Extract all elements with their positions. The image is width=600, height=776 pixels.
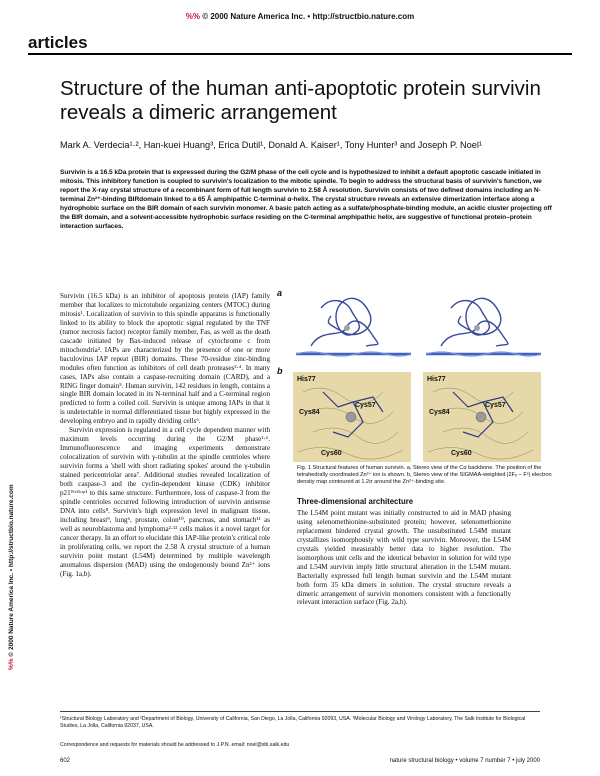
label-cys84-left: Cys84 <box>299 409 320 416</box>
page-footer <box>60 758 540 764</box>
right-column <box>297 498 511 607</box>
figure-caption: Fig. 1 Structural features of human survivin. a, Stereo view of the Cα backbone. The position of the tetrahedrally coordinated Zn²⁺ ion is shown. b, Stereo view of the SIGMAA-weighted |2Fₒ – Fᶜ| electron density map contoured at 1.2σ around the Zn²⁺-binding site. <box>297 465 552 486</box>
figure-label-b: b <box>277 366 283 376</box>
label-cys57-right: Cys57 <box>485 402 506 409</box>
left-column <box>60 292 270 579</box>
side-logo-icon: %% <box>8 658 15 670</box>
running-header <box>0 12 600 21</box>
body-paragraph: The L54M point mutant was initially constructed to aid in MAD phasing using selenomethionine-substituted protein; however, selenomethionine replacement hindered crystal growth. The unsubstituted L54M mutant crystallizes isomorphously with wild type survivin. Moreover, the L54M crystals yielded measurably better data to higher resolution. The isomorphous unit cells and the identical behavior in solution for wild type and L54M survivin imply little structural alteration in the L54M mutant. Bacterially expressed full length human survivin and the L54M mutant both form 35 kDa dimers in solution. The crystal structure reveals a dimeric arrangement of survivin monomers consistent with a functionally relevant interaction surface (Fig. 2a,b). <box>297 508 511 607</box>
label-his77-right: His77 <box>427 376 446 383</box>
backbone-trace-right <box>441 298 508 346</box>
section-heading: Three-dimensional architecture <box>297 497 414 506</box>
body-paragraph: Survivin expression is regulated in a cell cycle dependent manner with maximum levels occurring during the G2/M phase¹·⁶. Immunofluorescence and imaging experiments demonstrate colocalization of survivin with γ-tubulin at the spindle centrioles where survivin forms a 'shell with short radiating spokes' around the γ-tubulin stained pericentriolar area⁷. Additional studies revealed localization of both caspase-3 and the cyclin-dependent kinase (CDK) inhibitor p21ᵂᵃᶠ¹ᶜᶦᵖ¹ to this same structure. Furthermore, loss of caspase-3 from the spindle centrioles occurred following introduction of survivin antisense DNA into cells⁸. Survivin's high expression level in malignant tissue, including breast⁹, lung⁶, prostate, colon¹⁰, pancreas, and stomach¹¹ as well as neuroblastoma and lymphoma²·¹² cells makes it a novel target for cancer therapy. In an effort to elucidate this IAP-like protein's critical role in proliferating cells, we report the 2.58 Å crystal structure of a human survivin point mutant (L54M) determined by multiple wavelength anomalous dispersion (MAD) using the endogenously bound Zn²⁺ ions (Fig. 1a,b). <box>60 426 270 578</box>
figure-label-a: a <box>277 288 283 298</box>
page-number: 602 <box>60 758 71 764</box>
side-margin-text <box>8 290 18 670</box>
section-divider <box>28 53 572 55</box>
label-cys60-right: Cys60 <box>451 450 472 457</box>
journal-citation: nature structural biology • volume 7 number 7 • july 2000 <box>389 758 540 764</box>
zinc-ion-right <box>474 325 480 331</box>
zinc-ion-map-right <box>476 412 486 422</box>
label-cys60-left: Cys60 <box>321 450 342 457</box>
label-his77-left: His77 <box>297 376 316 383</box>
density-map-right <box>423 372 541 462</box>
zinc-ion-left <box>344 325 350 331</box>
density-map-left <box>293 372 411 462</box>
footnote-divider <box>60 711 540 712</box>
journal-logo-icon: %% <box>185 12 200 21</box>
density-map-right-svg <box>423 372 541 462</box>
section-label: articles <box>28 33 88 52</box>
zinc-ion-map-left <box>346 412 356 422</box>
density-map-left-svg <box>293 372 411 462</box>
header-text: © 2000 Nature America Inc. • http://structbio.nature.com <box>202 12 415 21</box>
affiliations-footnote: ¹Structural Biology Laboratory and ²Department of Biology, University of California, San Diego, La Jolla, California 92093, USA. ³Molecular Biology and Virology Laboratory, The Salk Institute for Biological Studies, La Jolla, California 92037, USA. <box>60 716 526 730</box>
correspondence-note: Correspondence and requests for materials should be addressed to J.P.N. email: noel@sbl.salk.edu <box>60 742 290 748</box>
side-copyright: © 2000 Nature America Inc. • http://structbio.nature.com <box>8 484 15 657</box>
label-cys84-right: Cys84 <box>429 409 450 416</box>
backbone-trace-left <box>311 298 378 346</box>
body-paragraph: Survivin (16.5 kDa) is an inhibitor of apoptosis protein (IAP) family member that localizes to microtubule organizing centers (MTOC) during mitosis¹. Localization of survivin to this spindle apparatus is functionally linked to its ability to block the apoptotic signal regulated by the TNF (tumor necrosis factor) receptor family member, Fas, as well as the death cascade initiated by Bax-induced release of cytochrome c from mitochondria². IAPs are characterized by the presence of one or more baculovirus IAP repeat (BIR) domains. These 70-residue zinc-binding modules often function as inhibitors of cell death proteases³·⁴. In many cases, IAPs also contain a caspase-recruiting domain (CARD), and a RING finger domain⁵. Human survivin, 142 residues in length, contains a single BIR domain located in its N-terminal half and a C-terminal region predicted to form a coiled coil. Survivin is unique among IAPs in that it is undetectable in normal differentiated tissue but highly expressed in the developing embryo and in rapidly dividing cells⁶. <box>60 292 270 426</box>
label-cys57-left: Cys57 <box>355 402 376 409</box>
backbone-stereo-image <box>291 288 551 368</box>
author-list: Mark A. Verdecia¹·², Han-kuei Huang³, Erica Dutil¹, Donald A. Kaiser¹, Tony Hunter³ and Joseph P. Noel¹ <box>60 140 482 150</box>
abstract: Survivin is a 16.5 kDa protein that is expressed during the G2/M phase of the cell cycle and is hypothesized to inhibit a default apoptotic cascade initiated in mitosis. This inhibitory function is coupled to survivin's localization to the mitotic spindle. To begin to address the structural basis of survivin's function, we report the X-ray crystal structure of a recombinant form of full length survivin to 2.58 Å resolution. Survivin consists of two defined domains including an N-terminal Zn²⁺-binding BIRdomain linked to a 65 Å amphipathic C-terminal α-helix. The crystal structure reveals an extensive dimerization interface along a hydrophobic surface on the BIR domain of each survivin monomer. A basic patch acting as a sulfate/phosphate-binding module, an acidic cluster projecting off the BIR domain, and a solvent-accessible hydrophobic surface residing on the C-terminal amphipathic helix, are suggestive of functional protein–protein interaction surfaces. <box>60 169 552 230</box>
article-title: Structure of the human anti-apoptotic protein survivin reveals a dimeric arrangement <box>60 77 541 124</box>
